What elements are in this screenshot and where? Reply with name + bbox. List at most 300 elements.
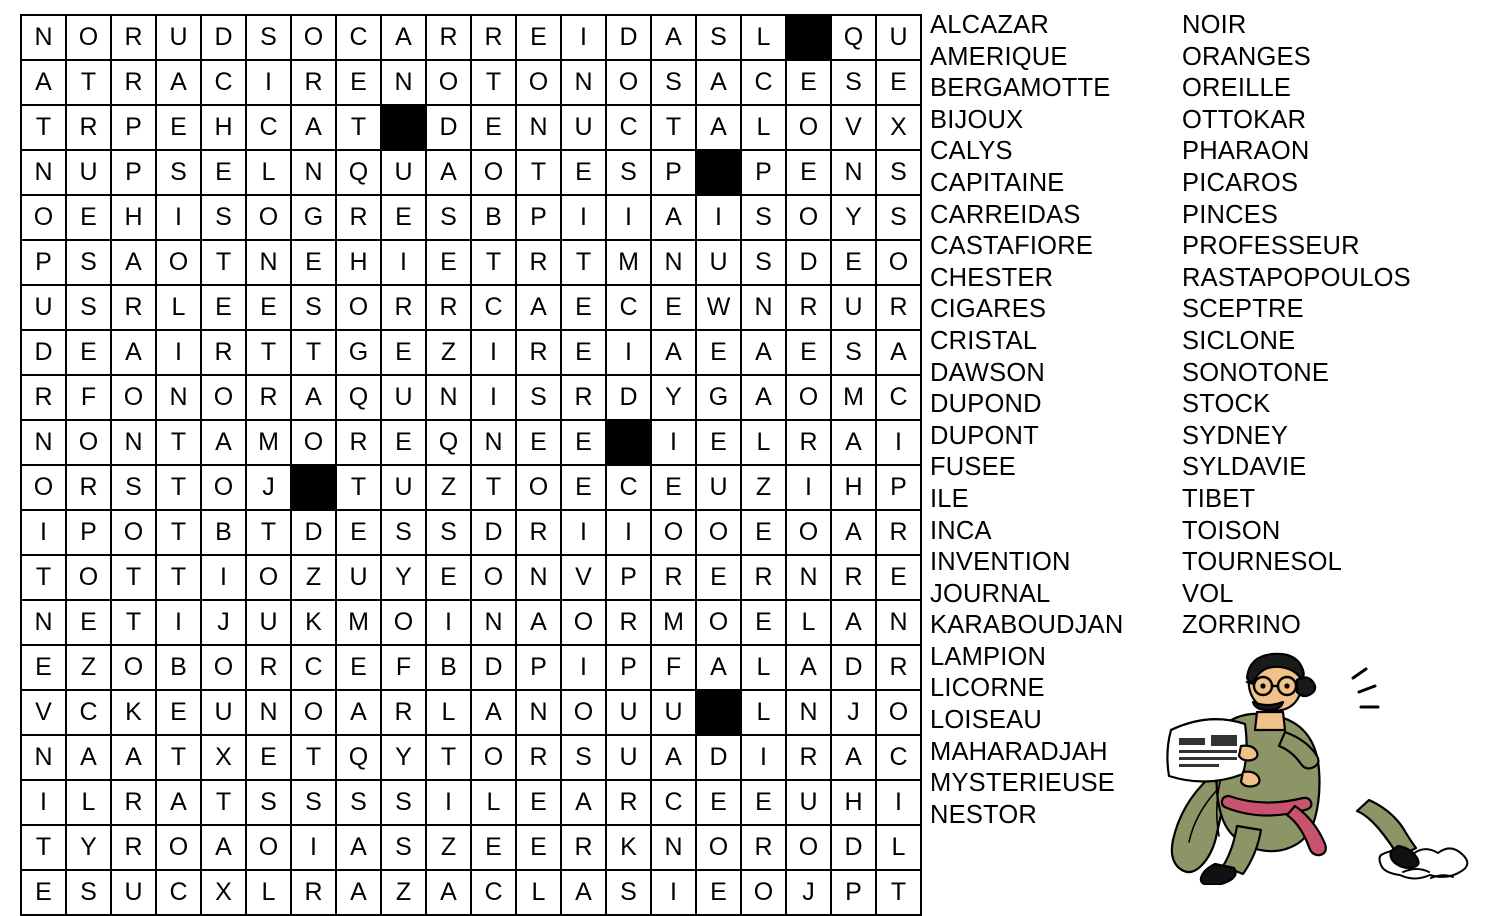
grid-cell[interactable]: R xyxy=(291,870,336,915)
grid-cell[interactable]: P xyxy=(876,465,921,510)
grid-cell[interactable]: E xyxy=(651,285,696,330)
grid-cell[interactable]: A xyxy=(516,285,561,330)
grid-cell[interactable]: X xyxy=(876,105,921,150)
grid-cell[interactable]: Q xyxy=(336,735,381,780)
grid-cell[interactable]: C xyxy=(471,870,516,915)
grid-cell[interactable]: U xyxy=(111,870,156,915)
grid-cell[interactable]: A xyxy=(21,60,66,105)
word-list-item[interactable]: TIBET xyxy=(1182,484,1256,513)
grid-cell[interactable]: B xyxy=(471,195,516,240)
grid-cell[interactable]: N xyxy=(426,375,471,420)
grid-cell[interactable]: T xyxy=(201,240,246,285)
grid-cell[interactable]: I xyxy=(246,60,291,105)
grid-cell[interactable]: C xyxy=(606,105,651,150)
grid-cell[interactable]: R xyxy=(516,240,561,285)
grid-cell-blocked[interactable] xyxy=(291,465,336,510)
grid-cell[interactable]: Q xyxy=(831,15,876,60)
grid-cell[interactable]: E xyxy=(471,105,516,150)
grid-cell[interactable]: T xyxy=(471,60,516,105)
grid-cell[interactable]: T xyxy=(876,870,921,915)
grid-cell[interactable]: S xyxy=(156,150,201,195)
grid-cell[interactable]: Y xyxy=(381,735,426,780)
grid-cell[interactable]: C xyxy=(66,690,111,735)
grid-cell[interactable]: I xyxy=(786,465,831,510)
grid-cell[interactable]: L xyxy=(741,420,786,465)
grid-cell[interactable]: T xyxy=(561,240,606,285)
word-list-item[interactable]: RASTAPOPOULOS xyxy=(1182,263,1411,292)
grid-cell[interactable]: Z xyxy=(426,330,471,375)
grid-cell[interactable]: S xyxy=(381,780,426,825)
word-list-item[interactable]: OTTOKAR xyxy=(1182,105,1307,134)
grid-cell[interactable]: O xyxy=(876,690,921,735)
grid-cell[interactable]: D xyxy=(831,645,876,690)
grid-cell[interactable]: S xyxy=(426,510,471,555)
grid-cell[interactable]: E xyxy=(471,825,516,870)
grid-cell[interactable]: E xyxy=(426,240,471,285)
grid-cell[interactable]: A xyxy=(651,15,696,60)
grid-cell[interactable]: I xyxy=(561,15,606,60)
grid-cell[interactable]: U xyxy=(696,465,741,510)
word-list-item[interactable]: CASTAFIORE xyxy=(930,232,1094,261)
word-list-item[interactable]: SYLDAVIE xyxy=(1182,453,1307,482)
grid-cell[interactable]: R xyxy=(876,645,921,690)
word-list-item[interactable]: CHESTER xyxy=(930,263,1054,292)
grid-cell[interactable]: R xyxy=(21,375,66,420)
grid-cell[interactable]: P xyxy=(516,645,561,690)
grid-cell[interactable]: C xyxy=(201,60,246,105)
grid-cell[interactable]: Y xyxy=(66,825,111,870)
word-list-item[interactable]: TOISON xyxy=(1182,516,1281,545)
word-list-item[interactable]: INCA xyxy=(930,516,992,545)
grid-cell[interactable]: C xyxy=(246,105,291,150)
grid-cell[interactable]: R xyxy=(516,510,561,555)
grid-cell[interactable]: S xyxy=(831,330,876,375)
grid-cell[interactable]: O xyxy=(111,375,156,420)
grid-cell[interactable]: L xyxy=(426,690,471,735)
grid-cell[interactable]: N xyxy=(21,600,66,645)
grid-cell[interactable]: G xyxy=(336,330,381,375)
grid-cell[interactable]: I xyxy=(426,780,471,825)
grid-cell[interactable]: O xyxy=(336,285,381,330)
grid-cell[interactable]: T xyxy=(156,465,201,510)
grid-cell[interactable]: P xyxy=(741,150,786,195)
grid-cell[interactable]: N xyxy=(516,555,561,600)
grid-cell[interactable]: X xyxy=(201,735,246,780)
word-list-item[interactable]: ALCAZAR xyxy=(930,11,1050,39)
grid-cell[interactable]: A xyxy=(561,870,606,915)
grid-cell-blocked[interactable] xyxy=(381,105,426,150)
grid-cell[interactable]: O xyxy=(786,510,831,555)
grid-cell[interactable]: V xyxy=(561,555,606,600)
grid-cell[interactable]: O xyxy=(696,825,741,870)
grid-cell[interactable]: S xyxy=(246,780,291,825)
word-list-item[interactable]: SYDNEY xyxy=(1182,421,1289,450)
grid-cell[interactable]: S xyxy=(606,150,651,195)
grid-cell[interactable]: U xyxy=(336,555,381,600)
grid-cell[interactable]: T xyxy=(21,825,66,870)
grid-cell[interactable]: D xyxy=(786,240,831,285)
grid-cell[interactable]: H xyxy=(111,195,156,240)
grid-cell[interactable]: N xyxy=(246,240,291,285)
grid-cell[interactable]: A xyxy=(156,60,201,105)
grid-cell[interactable]: S xyxy=(66,285,111,330)
grid-cell[interactable]: U xyxy=(876,15,921,60)
word-list-item[interactable]: ORANGES xyxy=(1182,42,1311,71)
grid-cell[interactable]: A xyxy=(336,690,381,735)
grid-cell[interactable]: E xyxy=(21,870,66,915)
word-list-item[interactable]: NESTOR xyxy=(930,800,1037,829)
grid-cell[interactable]: A xyxy=(516,600,561,645)
grid-cell[interactable]: O xyxy=(201,645,246,690)
grid-cell[interactable]: A xyxy=(831,510,876,555)
grid-cell[interactable]: E xyxy=(696,870,741,915)
grid-cell[interactable]: R xyxy=(111,60,156,105)
grid-cell[interactable]: S xyxy=(876,150,921,195)
grid-cell[interactable]: I xyxy=(291,825,336,870)
grid-cell[interactable]: E xyxy=(381,330,426,375)
grid-cell[interactable]: U xyxy=(606,690,651,735)
grid-cell[interactable]: P xyxy=(831,870,876,915)
grid-cell[interactable]: T xyxy=(156,735,201,780)
grid-cell[interactable]: E xyxy=(696,420,741,465)
grid-cell[interactable]: I xyxy=(606,330,651,375)
grid-cell[interactable]: S xyxy=(516,375,561,420)
grid-cell[interactable]: R xyxy=(381,285,426,330)
grid-cell[interactable]: A xyxy=(741,375,786,420)
grid-cell[interactable]: F xyxy=(651,645,696,690)
grid-cell[interactable]: C xyxy=(741,60,786,105)
grid-cell[interactable]: E xyxy=(876,60,921,105)
grid-cell[interactable]: E xyxy=(651,465,696,510)
word-list-item[interactable]: DUPONT xyxy=(930,421,1039,450)
grid-cell[interactable]: Q xyxy=(336,375,381,420)
grid-cell[interactable]: M xyxy=(651,600,696,645)
grid-cell[interactable]: S xyxy=(66,870,111,915)
grid-cell[interactable]: T xyxy=(471,240,516,285)
grid-cell[interactable]: O xyxy=(786,195,831,240)
grid-cell[interactable]: O xyxy=(786,105,831,150)
grid-cell[interactable]: L xyxy=(66,780,111,825)
grid-cell[interactable]: R xyxy=(786,735,831,780)
grid-cell[interactable]: P xyxy=(651,150,696,195)
grid-cell[interactable]: O xyxy=(201,465,246,510)
grid-cell[interactable]: E xyxy=(21,645,66,690)
grid-cell[interactable]: I xyxy=(381,240,426,285)
grid-cell[interactable]: W xyxy=(696,285,741,330)
grid-cell[interactable]: Z xyxy=(381,870,426,915)
grid-cell[interactable]: N xyxy=(156,375,201,420)
grid-cell[interactable]: R xyxy=(741,825,786,870)
grid-cell[interactable]: D xyxy=(831,825,876,870)
grid-cell[interactable]: O xyxy=(246,825,291,870)
grid-cell[interactable]: G xyxy=(696,375,741,420)
grid-cell[interactable]: E xyxy=(786,60,831,105)
grid-cell[interactable]: S xyxy=(381,825,426,870)
grid-cell[interactable]: E xyxy=(831,240,876,285)
grid-cell[interactable]: R xyxy=(786,420,831,465)
grid-cell[interactable]: E xyxy=(696,330,741,375)
grid-cell[interactable]: T xyxy=(156,510,201,555)
grid-cell[interactable]: A xyxy=(471,690,516,735)
grid-cell[interactable]: R xyxy=(246,375,291,420)
grid-cell[interactable]: T xyxy=(111,555,156,600)
grid-cell[interactable]: N xyxy=(831,150,876,195)
grid-cell[interactable]: U xyxy=(786,780,831,825)
grid-cell[interactable]: P xyxy=(111,105,156,150)
grid-cell[interactable]: A xyxy=(336,870,381,915)
grid-cell[interactable]: I xyxy=(876,780,921,825)
grid-cell[interactable]: R xyxy=(426,285,471,330)
grid-cell[interactable]: Q xyxy=(336,150,381,195)
grid-cell[interactable]: L xyxy=(516,870,561,915)
grid-cell[interactable]: L xyxy=(471,780,516,825)
grid-cell[interactable]: E xyxy=(246,285,291,330)
grid-cell[interactable]: E xyxy=(291,240,336,285)
grid-cell[interactable]: U xyxy=(561,105,606,150)
grid-cell[interactable]: D xyxy=(696,735,741,780)
grid-cell[interactable]: R xyxy=(336,420,381,465)
grid-cell[interactable]: T xyxy=(291,735,336,780)
word-list-item[interactable]: CARREIDAS xyxy=(930,200,1081,229)
grid-cell[interactable]: K xyxy=(111,690,156,735)
grid-cell[interactable]: E xyxy=(561,150,606,195)
grid-cell[interactable]: C xyxy=(876,735,921,780)
grid-cell[interactable]: J xyxy=(831,690,876,735)
grid-cell[interactable]: T xyxy=(471,465,516,510)
grid-cell[interactable]: L xyxy=(876,825,921,870)
grid-cell[interactable]: C xyxy=(606,465,651,510)
grid-cell[interactable]: I xyxy=(156,330,201,375)
word-list-item[interactable]: CIGARES xyxy=(930,295,1047,324)
word-list-item[interactable]: SICLONE xyxy=(1182,326,1296,355)
grid-cell[interactable]: A xyxy=(156,780,201,825)
grid-cell[interactable]: H xyxy=(831,465,876,510)
grid-cell[interactable]: I xyxy=(156,600,201,645)
grid-cell[interactable]: N xyxy=(561,60,606,105)
grid-cell[interactable]: O xyxy=(651,510,696,555)
grid-cell[interactable]: N xyxy=(651,240,696,285)
grid-cell[interactable]: O xyxy=(291,15,336,60)
grid-cell-blocked[interactable] xyxy=(696,150,741,195)
grid-cell[interactable]: R xyxy=(291,60,336,105)
grid-cell[interactable]: E xyxy=(786,150,831,195)
grid-cell[interactable]: P xyxy=(516,195,561,240)
grid-cell[interactable]: R xyxy=(561,375,606,420)
grid-cell[interactable]: R xyxy=(111,825,156,870)
grid-cell[interactable]: Z xyxy=(66,645,111,690)
grid-cell[interactable]: N xyxy=(111,420,156,465)
grid-cell[interactable]: A xyxy=(831,600,876,645)
grid-cell[interactable]: N xyxy=(741,285,786,330)
grid-cell[interactable]: D xyxy=(606,15,651,60)
grid-cell[interactable]: E xyxy=(381,420,426,465)
grid-cell[interactable]: E xyxy=(561,285,606,330)
grid-cell[interactable]: U xyxy=(156,15,201,60)
word-list-item[interactable]: INVENTION xyxy=(930,548,1071,577)
grid-cell[interactable]: K xyxy=(606,825,651,870)
grid-cell[interactable]: I xyxy=(651,420,696,465)
grid-cell[interactable]: T xyxy=(246,510,291,555)
grid-cell[interactable]: O xyxy=(66,15,111,60)
grid-cell[interactable]: B xyxy=(426,645,471,690)
grid-cell[interactable]: O xyxy=(66,420,111,465)
grid-cell[interactable]: J xyxy=(786,870,831,915)
grid-cell[interactable]: S xyxy=(741,240,786,285)
grid-cell[interactable]: H xyxy=(831,780,876,825)
grid-cell[interactable]: R xyxy=(66,105,111,150)
word-list-item[interactable]: CAPITAINE xyxy=(930,168,1065,197)
grid-cell[interactable]: O xyxy=(606,60,651,105)
grid-cell[interactable]: L xyxy=(786,600,831,645)
grid-cell[interactable]: C xyxy=(291,645,336,690)
grid-cell[interactable]: A xyxy=(696,60,741,105)
grid-cell[interactable]: R xyxy=(201,330,246,375)
grid-cell[interactable]: T xyxy=(66,60,111,105)
grid-cell[interactable]: P xyxy=(111,150,156,195)
grid-cell[interactable]: E xyxy=(201,285,246,330)
grid-cell[interactable]: E xyxy=(741,780,786,825)
grid-cell[interactable]: E xyxy=(381,195,426,240)
grid-cell[interactable]: A xyxy=(696,105,741,150)
grid-cell[interactable]: L xyxy=(156,285,201,330)
grid-cell[interactable]: O xyxy=(516,60,561,105)
grid-cell-blocked[interactable] xyxy=(606,420,651,465)
grid-cell[interactable]: O xyxy=(786,825,831,870)
grid-cell[interactable]: D xyxy=(426,105,471,150)
grid-cell[interactable]: I xyxy=(156,195,201,240)
grid-cell[interactable]: O xyxy=(741,870,786,915)
word-list-item[interactable]: CALYS xyxy=(930,137,1013,166)
grid-cell[interactable]: O xyxy=(156,240,201,285)
grid-cell[interactable]: S xyxy=(111,465,156,510)
grid-cell[interactable]: V xyxy=(21,690,66,735)
grid-cell[interactable]: A xyxy=(876,330,921,375)
grid-cell[interactable]: R xyxy=(111,15,156,60)
grid-cell[interactable]: L xyxy=(741,15,786,60)
grid-cell[interactable]: Y xyxy=(381,555,426,600)
grid-cell[interactable]: E xyxy=(336,645,381,690)
grid-cell[interactable]: E xyxy=(246,735,291,780)
grid-cell[interactable]: C xyxy=(651,780,696,825)
grid-cell[interactable]: B xyxy=(156,645,201,690)
grid-cell[interactable]: U xyxy=(21,285,66,330)
grid-cell[interactable]: R xyxy=(876,510,921,555)
grid-cell[interactable]: A xyxy=(561,780,606,825)
grid-cell[interactable]: O xyxy=(201,375,246,420)
grid-cell[interactable]: A xyxy=(426,150,471,195)
word-list-item[interactable]: PHARAON xyxy=(1182,137,1310,166)
grid-cell[interactable]: D xyxy=(471,645,516,690)
grid-cell[interactable]: I xyxy=(741,735,786,780)
grid-cell[interactable]: I xyxy=(21,510,66,555)
word-list-item[interactable]: PICAROS xyxy=(1182,168,1299,197)
grid-cell[interactable]: A xyxy=(831,735,876,780)
grid-cell[interactable]: D xyxy=(606,375,651,420)
grid-cell[interactable]: E xyxy=(426,555,471,600)
word-list-item[interactable]: SCEPTRE xyxy=(1182,295,1304,324)
grid-cell[interactable]: R xyxy=(111,780,156,825)
grid-cell[interactable]: D xyxy=(471,510,516,555)
grid-cell[interactable]: T xyxy=(156,555,201,600)
grid-cell[interactable]: R xyxy=(426,15,471,60)
grid-cell[interactable]: T xyxy=(336,465,381,510)
grid-cell[interactable]: N xyxy=(21,735,66,780)
grid-cell[interactable]: N xyxy=(786,690,831,735)
grid-cell[interactable]: Z xyxy=(426,825,471,870)
grid-cell[interactable]: R xyxy=(516,735,561,780)
grid-cell[interactable]: S xyxy=(831,60,876,105)
word-list-item[interactable]: ZORRINO xyxy=(1182,611,1301,640)
grid-cell[interactable]: I xyxy=(876,420,921,465)
word-list-item[interactable]: BIJOUX xyxy=(930,105,1024,134)
grid-cell[interactable]: T xyxy=(246,330,291,375)
grid-cell[interactable]: O xyxy=(111,510,156,555)
grid-cell[interactable]: O xyxy=(381,600,426,645)
grid-cell[interactable]: L xyxy=(741,690,786,735)
grid-cell[interactable]: S xyxy=(336,780,381,825)
grid-cell[interactable]: D xyxy=(201,15,246,60)
grid-cell[interactable]: H xyxy=(201,105,246,150)
grid-cell[interactable]: I xyxy=(561,645,606,690)
grid-cell[interactable]: Z xyxy=(291,555,336,600)
grid-cell[interactable]: R xyxy=(606,600,651,645)
grid-cell[interactable]: X xyxy=(201,870,246,915)
grid-cell[interactable]: T xyxy=(651,105,696,150)
grid-cell[interactable]: R xyxy=(66,465,111,510)
grid-cell[interactable]: E xyxy=(66,330,111,375)
grid-cell[interactable]: S xyxy=(291,285,336,330)
grid-cell[interactable]: M xyxy=(831,375,876,420)
grid-cell[interactable]: O xyxy=(561,600,606,645)
grid-cell[interactable]: I xyxy=(696,195,741,240)
grid-cell[interactable]: I xyxy=(651,870,696,915)
grid-cell[interactable]: O xyxy=(156,825,201,870)
grid-cell[interactable]: E xyxy=(561,330,606,375)
grid-cell[interactable]: A xyxy=(291,375,336,420)
grid-cell[interactable]: O xyxy=(561,690,606,735)
word-list-item[interactable]: STOCK xyxy=(1182,390,1271,419)
grid-cell[interactable]: E xyxy=(696,780,741,825)
grid-cell[interactable]: O xyxy=(516,465,561,510)
grid-cell[interactable]: E xyxy=(336,60,381,105)
grid-cell[interactable]: R xyxy=(516,330,561,375)
grid-cell[interactable]: A xyxy=(336,825,381,870)
grid-cell[interactable]: N xyxy=(21,150,66,195)
word-list-item[interactable]: PROFESSEUR xyxy=(1182,232,1360,261)
grid-cell[interactable]: A xyxy=(696,645,741,690)
grid-cell[interactable]: N xyxy=(381,60,426,105)
grid-cell[interactable]: O xyxy=(246,555,291,600)
word-list-item[interactable]: DAWSON xyxy=(930,358,1046,387)
grid-cell[interactable]: F xyxy=(66,375,111,420)
grid-cell[interactable]: S xyxy=(246,15,291,60)
grid-cell[interactable]: O xyxy=(471,150,516,195)
grid-cell[interactable]: L xyxy=(246,870,291,915)
word-list-item[interactable]: OREILLE xyxy=(1182,74,1292,103)
grid-cell[interactable]: N xyxy=(471,600,516,645)
grid-cell[interactable]: A xyxy=(201,420,246,465)
grid-cell[interactable]: O xyxy=(696,600,741,645)
grid-cell[interactable]: A xyxy=(291,105,336,150)
grid-cell[interactable]: N xyxy=(21,15,66,60)
grid-cell[interactable]: E xyxy=(66,195,111,240)
grid-cell[interactable]: R xyxy=(741,555,786,600)
grid-cell[interactable]: S xyxy=(426,195,471,240)
grid-cell[interactable]: E xyxy=(876,555,921,600)
grid-cell[interactable]: A xyxy=(111,735,156,780)
word-list-item[interactable]: NOIR xyxy=(1182,11,1247,39)
grid-cell[interactable]: O xyxy=(291,420,336,465)
